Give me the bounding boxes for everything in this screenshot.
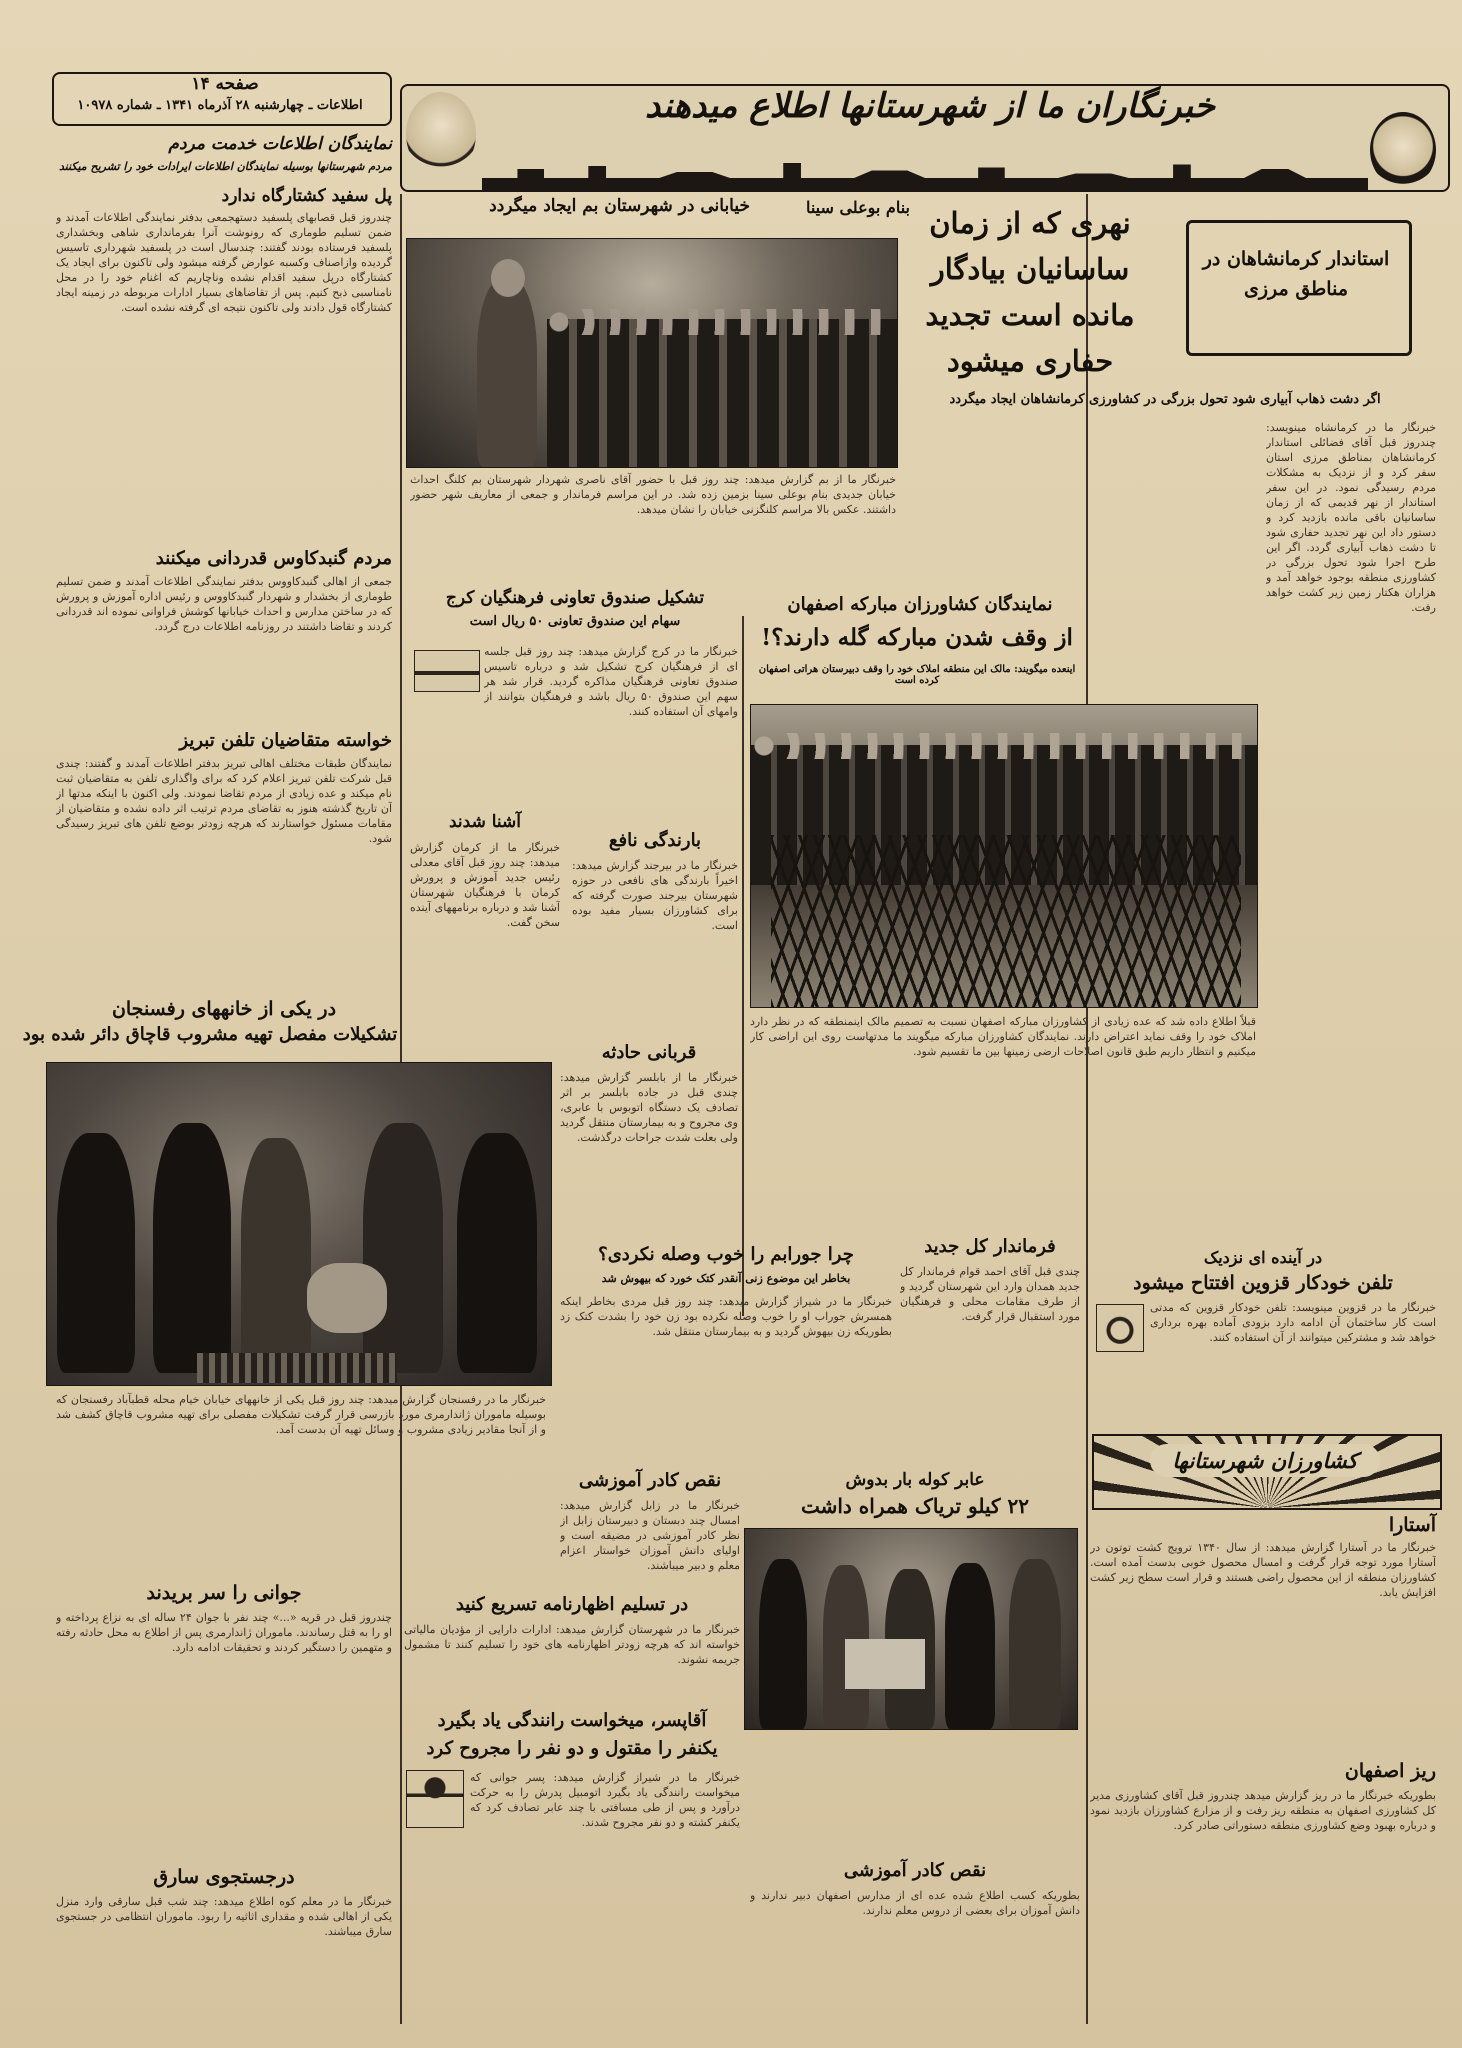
headline-mobarakeh-a: نمایندگان کشاورزان مبارکه اصفهان bbox=[787, 594, 1053, 615]
headline-driving-boy-b: یکنفر را مقتول و دو نفر را مجروح کرد bbox=[426, 1738, 718, 1759]
article-murder: چندروز قبل در قریه «...» چند نفر با جوان ۲۴ ساله ای به نزاع پرداخته و او را به قتل رساندند. ماموران ژاندارمری پس از اطلاع به محل حادثه رفته و متهمین را دستگیر کردند و تحقیقات ادامه دارد. bbox=[56, 1611, 392, 1654]
banner-representatives: نمایندگان اطلاعات خدمت مردم bbox=[168, 134, 392, 154]
skyline-graphic bbox=[482, 160, 1368, 190]
headline-telephone-b: تلفن خودکار قزوین افتتاح میشود bbox=[1133, 1272, 1393, 1294]
page-number: صفحه ۱۴ bbox=[191, 74, 259, 94]
article-canal: خبرنگار ما در کرمانشاه مینویسد: چندروز قبل آقای فضائلی استاندار کرمانشاهان بمناطق مرزی استان سفر کرد و از نزدیک به مشکلات مردم رسیدگی نمود. در این سفر استاندار از نهر قدیمی که از زمان ساسانیان باقی مانده بازدید کرد و دستور داد این نهر تجدید حفاری شود تا دشت ذهاب آبیاری گردد. اگر این طرح اجرا شود تحول بزرگی در کشاورزی منطقه بوجود خواهد آمد و هزاران هکتار زمین زیر کشت خواهد رفت. bbox=[1266, 421, 1436, 614]
headline-ashna: آشنا شدند bbox=[448, 812, 522, 832]
headline-bam-b: خیابانی در شهرستان بم ایجاد میگردد bbox=[489, 196, 750, 216]
headline-karaj-fund-b: سهام این صندوق تعاونی ۵۰ ریال است bbox=[469, 614, 681, 629]
photo-figure bbox=[363, 1123, 443, 1373]
photo-opium-arrest bbox=[744, 1528, 1078, 1730]
article-telephone: خبرنگار ما در قزوین مینویسد: تلفن خودکار قزوین که مدتی است کار ساختمان آن ادامه دارد بزودی آماده بهره برداری خواهد شد و مشترکین میتوانند از آن استفاده کنند. bbox=[1150, 1301, 1436, 1344]
article-rain: خبرنگار ما در بیرجند گزارش میدهد: اخیراً بارندگی های نافعی در حوزه شهرستان بیرجند صورت گرفته که برای کشاورزان بسیار مفید بوده است. bbox=[572, 859, 738, 932]
photo-figure bbox=[153, 1123, 231, 1373]
phone-illustration bbox=[1096, 1304, 1144, 1352]
photo-bag bbox=[845, 1639, 925, 1689]
article-rafsanjan: خبرنگار ما در رفسنجان گزارش میدهد: چند روز قبل یکی از خانههای خیابان خیام محله قطبآباد رفسنجان که بوسیله ماموران ژاندارمری مورد بازرسی قرار گرفت تشکیلات مفصلی برای تهیه مشروب قاچاق کشف شد و از آنجا مقادیر زیادی مشروب و وسائل تهیه آن بدست آمد. bbox=[56, 1393, 546, 1436]
date-line: اطلاعات ـ چهارشنبه ۲۸ آذرماه ۱۳۴۱ ـ شماره ۱۰۹۷۸ bbox=[77, 98, 363, 113]
photo-figure bbox=[945, 1563, 995, 1729]
article-opium bbox=[750, 1736, 1080, 1854]
headline-telephone-a: در آینده ای نزدیک bbox=[1203, 1248, 1323, 1267]
article-canal-cont bbox=[900, 420, 1260, 580]
article-riz: بطوریکه خبرنگار ما در ریز گزارش میدهد چندروز قبل آقای کشاورزی مدیر کل کشاورزی اصفهان به منطقه ریز رفت و از مزارع کشاورزان بازدید نمود و درباره بهبود وضع کشاورزی منطقه دستوراتی صادر کرد. bbox=[1090, 1789, 1436, 1832]
headline-gonbad: مردم گنبدکاوس قدردانی میکنند bbox=[155, 548, 392, 569]
photo-rafsanjan-smugglers bbox=[46, 1062, 552, 1386]
headline-teacher-shortage-1: نقص کادر آموزشی bbox=[578, 1470, 722, 1491]
headline-canal-1: نهری که از زمان bbox=[929, 206, 1131, 240]
photo-figure bbox=[241, 1138, 311, 1368]
train-illustration bbox=[414, 650, 480, 692]
photo-figure bbox=[1009, 1559, 1061, 1729]
article-victim: خبرنگار ما از بابلسر گزارش میدهد: چندی قبل در جاده بابلسر بر اثر تصادف یک دستگاه اتوبوس با عابری، وی مجروح و به بیمارستان منتقل گردید ولی بعلت شدت جراحات درگذشت. bbox=[560, 1071, 738, 1144]
headline-thief: درجستجوی سارق bbox=[153, 1866, 295, 1888]
article-polsefid: چندروز قبل قصابهای پلسفید دستهجمعی بدفتر نمایندگی اطلاعات آمدند و ضمن تسلیم طوماری که رونوشت آنرا بفرمانداری شاهی وبخشداری پلسفید فرستاده بودند گفتند: چندسال است در پلسفید شهرداری تاسیس گردیده وازاصناف وکسبه عوارض گرفته میشود ولی تاکنون برای ایجاد یک کشتارگاه درپل سفید اقدام نشده وناچاریم که اغنام خود را در محل نامناسبی ذبح کنیم. پس از تقاضاهای بسیار ادارات مربوطه در زمینه ایجاد کشتارگاه قول دادند ولی تاکنون نتیجه ای گرفته نشده است. bbox=[56, 211, 392, 314]
box-title-kermanshah: استاندار کرمانشاهان در مناطق مرزی bbox=[1202, 248, 1390, 300]
headline-polsefid: پل سفید کشتارگاه ندارد bbox=[221, 186, 392, 206]
headline-rafsanjan-a: در یکی از خانههای رفسنجان bbox=[111, 998, 337, 1020]
headline-riz: ریز اصفهان bbox=[1344, 1760, 1436, 1782]
headline-murder: جوانی را سر بریدند bbox=[146, 1582, 302, 1604]
article-teacher-shortage-2: بطوریکه کسب اطلاع شده عده ای از مدارس اصفهان دبیر ندارند و دانش آموزان برای بعضی از دروس معلم ندارند. bbox=[750, 1889, 1080, 1917]
article-sock: خبرنگار ما در شیراز گزارش میدهد: چند روز قبل مردی بخاطر اینکه همسرش جوراب او را خوب وصله نکرده بود زن خود را بشدت کتک زد بطوریکه زن بیهوش گردید و به بیمارستان منتقل شد. bbox=[560, 1295, 892, 1338]
headline-bam-a: بنام بوعلی سینا bbox=[805, 198, 910, 217]
photo-crowd-heads bbox=[547, 309, 897, 335]
headline-rafsanjan-b: تشکیلات مفصل تهیه مشروب قاچاق دائر شده بود bbox=[22, 1024, 398, 1045]
headline-opium-b: ۲۲ کیلو تریاک همراه داشت bbox=[800, 1494, 1030, 1518]
headline-driving-boy-a: آقاپسر، میخواست رانندگی یاد بگیرد bbox=[437, 1710, 707, 1731]
headline-tabriz-phone: خواسته متقاضیان تلفن تبریز bbox=[179, 730, 392, 751]
headline-mobarakeh-c: اینعده میگویند: مالک این منطقه املاک خود را وقف دبیرستان هراتی اصفهان کرده است bbox=[758, 664, 1076, 686]
article-farmandar: چندی قبل آقای احمد قوام فرماندار کل جدید همدان وارد این شهرستان گردید و از طرف مقامات محلی و فرهنگیان مورد استقبال قرار گرفت. bbox=[900, 1265, 1080, 1323]
photo-figure bbox=[457, 1133, 537, 1373]
article-astara: خبرنگار ما در آستارا گزارش میدهد: از سال ۱۳۴۰ ترویج کشت توتون در آستارا مورد توجه قرار گرفت و امسال محصول خوبی بدست آمده است. کشاورزان منطقه از این محصول راضی هستند و قرار است سطح زیر کشت افزایش یابد. bbox=[1090, 1541, 1436, 1599]
photo-bottles bbox=[197, 1353, 397, 1383]
photo-crowd-heads bbox=[751, 733, 1257, 759]
article-tabriz-phone: نمایندگان طبقات مختلف اهالی تبریز بدفتر اطلاعات آمدند و گفتند: چندی قبل شرکت تلفن تبریز اعلام کرد که برای واگذاری تلفن به متقاضیان ثبت نام میکند و عده زیادی از مردم تقاضا نمودند. ولی اکنون با اینکه مدتها از آن تاریخ گذشته هنوز به تقاضای مردم ترتیب اثر داده نشده و متقاضیان از مقامات مسئول خواستارند که هرچه زودتر بوضع تلفن های تبریز رسیدگی شود. bbox=[56, 757, 392, 845]
photo-bam-ceremony bbox=[406, 238, 898, 468]
photo-head bbox=[491, 259, 525, 297]
caption-bam: خبرنگار ما از بم گزارش میدهد: چند روز قبل با حضور آقای ناصری شهردار شهرستان بم کلنگ احداث خیابان جدیدی بنام بوعلی سینا بزمین زده شد. در این مراسم فرماندار و جمعی از معاریف شهر حضور داشتند. عکس بالا مراسم کلنگزنی خیابان را نشان میدهد. bbox=[410, 473, 896, 516]
headline-sock-a: چرا جورابم را خوب وصله نکردی؟ bbox=[598, 1244, 854, 1265]
photo-figure bbox=[759, 1559, 807, 1729]
headline-farmandar: فرماندار کل جدید bbox=[924, 1236, 1056, 1257]
headline-canal-2: ساسانیان بیادگار bbox=[930, 252, 1130, 286]
headline-victim: قربانی حادثه bbox=[601, 1042, 697, 1063]
article-driving-boy: خبرنگار ما در شیراز گزارش میدهد: پسر جوانی که میخواست رانندگی یاد بگیرد اتومبیل پدرش را به حرکت درآورد و پس از طی مسافتی با چند عابر تصادف کرد که یکنفر کشته و دو نفر مجروح شدند. bbox=[470, 1771, 740, 1829]
article-mobarakeh: قبلاً اطلاع داده شد که عده زیادی از کشاورزان مبارکه اصفهان نسبت به تصمیم مالک اینمنطقه که در نظر دارد املاک خود را وقف نماید اعتراض دارند. نمایندگان کشاورزان مبارکه میگویند ما مدتهاست روی این اراضی کار میکنیم و انتظار داریم طبق قانون اصلاحات ارضی زمینها بین ما تقسیم شود. bbox=[750, 1015, 1256, 1058]
column-rule bbox=[742, 616, 744, 1316]
article-teacher-shortage-1: خبرنگار ما در زابل گزارش میدهد: امسال چند دبستان و دبیرستان زابل از نظر کادر آموزشی در مضیقه است و اولیای دانش آموزان خواستار اعزام معلم و دبیر میباشند. bbox=[560, 1499, 740, 1572]
headline-canal-4: حفاری میشود bbox=[946, 344, 1114, 378]
headline-tax-return: در تسلیم اظهارنامه تسریع کنید bbox=[455, 1594, 689, 1615]
headline-teacher-shortage-2: نقص کادر آموزشی bbox=[843, 1860, 987, 1881]
headline-opium-a: عابر کوله بار بدوش bbox=[845, 1470, 985, 1490]
photo-figure bbox=[57, 1133, 135, 1373]
article-ashna: خبرنگار ما از کرمان گزارش میدهد: چند روز قبل آقای معدلی رئیس جدید آموزش و پرورش کرمان با فرهنگیان شهرستان آشنا شد و درباره برنامههای آینده سخن گفت. bbox=[410, 841, 560, 929]
headline-karaj-fund-a: تشکیل صندوق تعاونی فرهنگیان کرج bbox=[445, 588, 705, 608]
photo-barrel bbox=[307, 1263, 387, 1333]
headline-astara: آستارا bbox=[1388, 1514, 1436, 1536]
subhead-canal: اگر دشت ذهاب آبیاری شود تحول بزرگی در کشاورزی کرمانشاهان ایجاد میگردد bbox=[949, 392, 1381, 407]
mosque-illustration bbox=[406, 1770, 464, 1828]
article-karaj-fund: خبرنگار ما در کرج گزارش میدهد: چند روز قبل جلسه ای از فرهنگیان کرج تشکیل شد و درباره تاسیس صندوق تعاونی فرهنگیان مذاکره گردید. قرار شد هر سهم این صندوق ۵۰ ریال باشد و فرهنگیان بتوانند از وامهای آن استفاده کنند. bbox=[484, 645, 738, 718]
headline-canal-3: مانده است تجدید bbox=[925, 298, 1135, 332]
article-gonbad: جمعی از اهالی گنبدکاووس بدفتر نمایندگی اطلاعات آمدند و ضمن تسلیم طوماری از بخشدار و شهردار گنبدکاووس و رئیس اداره آموزش و پرورش که در ساختن مدارس و احداث خیابانها کوشش فراوانی نموده اند قدردانی کردند و تقاضا داشتند در روزنامه اطلاعات درج گردد. bbox=[56, 575, 392, 633]
article-tax-return: خبرنگار ما در شهرستان گزارش میدهد: ادارات دارایی از مؤدیان مالیاتی خواسته اند که هرچه زودتر اظهارنامه های خود را تسلیم کنند تا مشمول جریمه نشوند. bbox=[404, 1623, 740, 1666]
photo-bushes bbox=[771, 835, 1241, 1007]
banner-representatives-sub: مردم شهرستانها بوسیله نمایندگان اطلاعات ایرادات خود را تشریح میکنند bbox=[58, 160, 392, 173]
photo-figure bbox=[477, 279, 537, 467]
photo-mobarakeh-farmers bbox=[750, 704, 1258, 1008]
headline-mobarakeh-b: از وقف شدن مبارکه گله دارند؟! bbox=[761, 624, 1073, 651]
headline-sock-b: بخاطر این موضوع زنی آنقدر کتک خورد که بیهوش شد bbox=[601, 1272, 851, 1285]
headline-rain: بارندگی نافع bbox=[608, 830, 702, 851]
ornament-title-farmers: کشاورزان شهرستانها bbox=[1150, 1444, 1380, 1477]
masthead-title: خبرنگاران ما از شهرستانها اطلاع میدهند bbox=[644, 86, 1216, 126]
reporter-caricature-left bbox=[406, 92, 476, 176]
reporter-caricature-right bbox=[1370, 112, 1436, 188]
article-thief: خبرنگار ما در معلم کوه اطلاع میدهد: چند شب قبل سارقی وارد منزل یکی از اهالی شده و مقداری اثاثیه را ربود. ماموران انتظامی در جستجوی سارق میباشند. bbox=[56, 1895, 392, 1938]
photo-crowd bbox=[547, 319, 897, 467]
